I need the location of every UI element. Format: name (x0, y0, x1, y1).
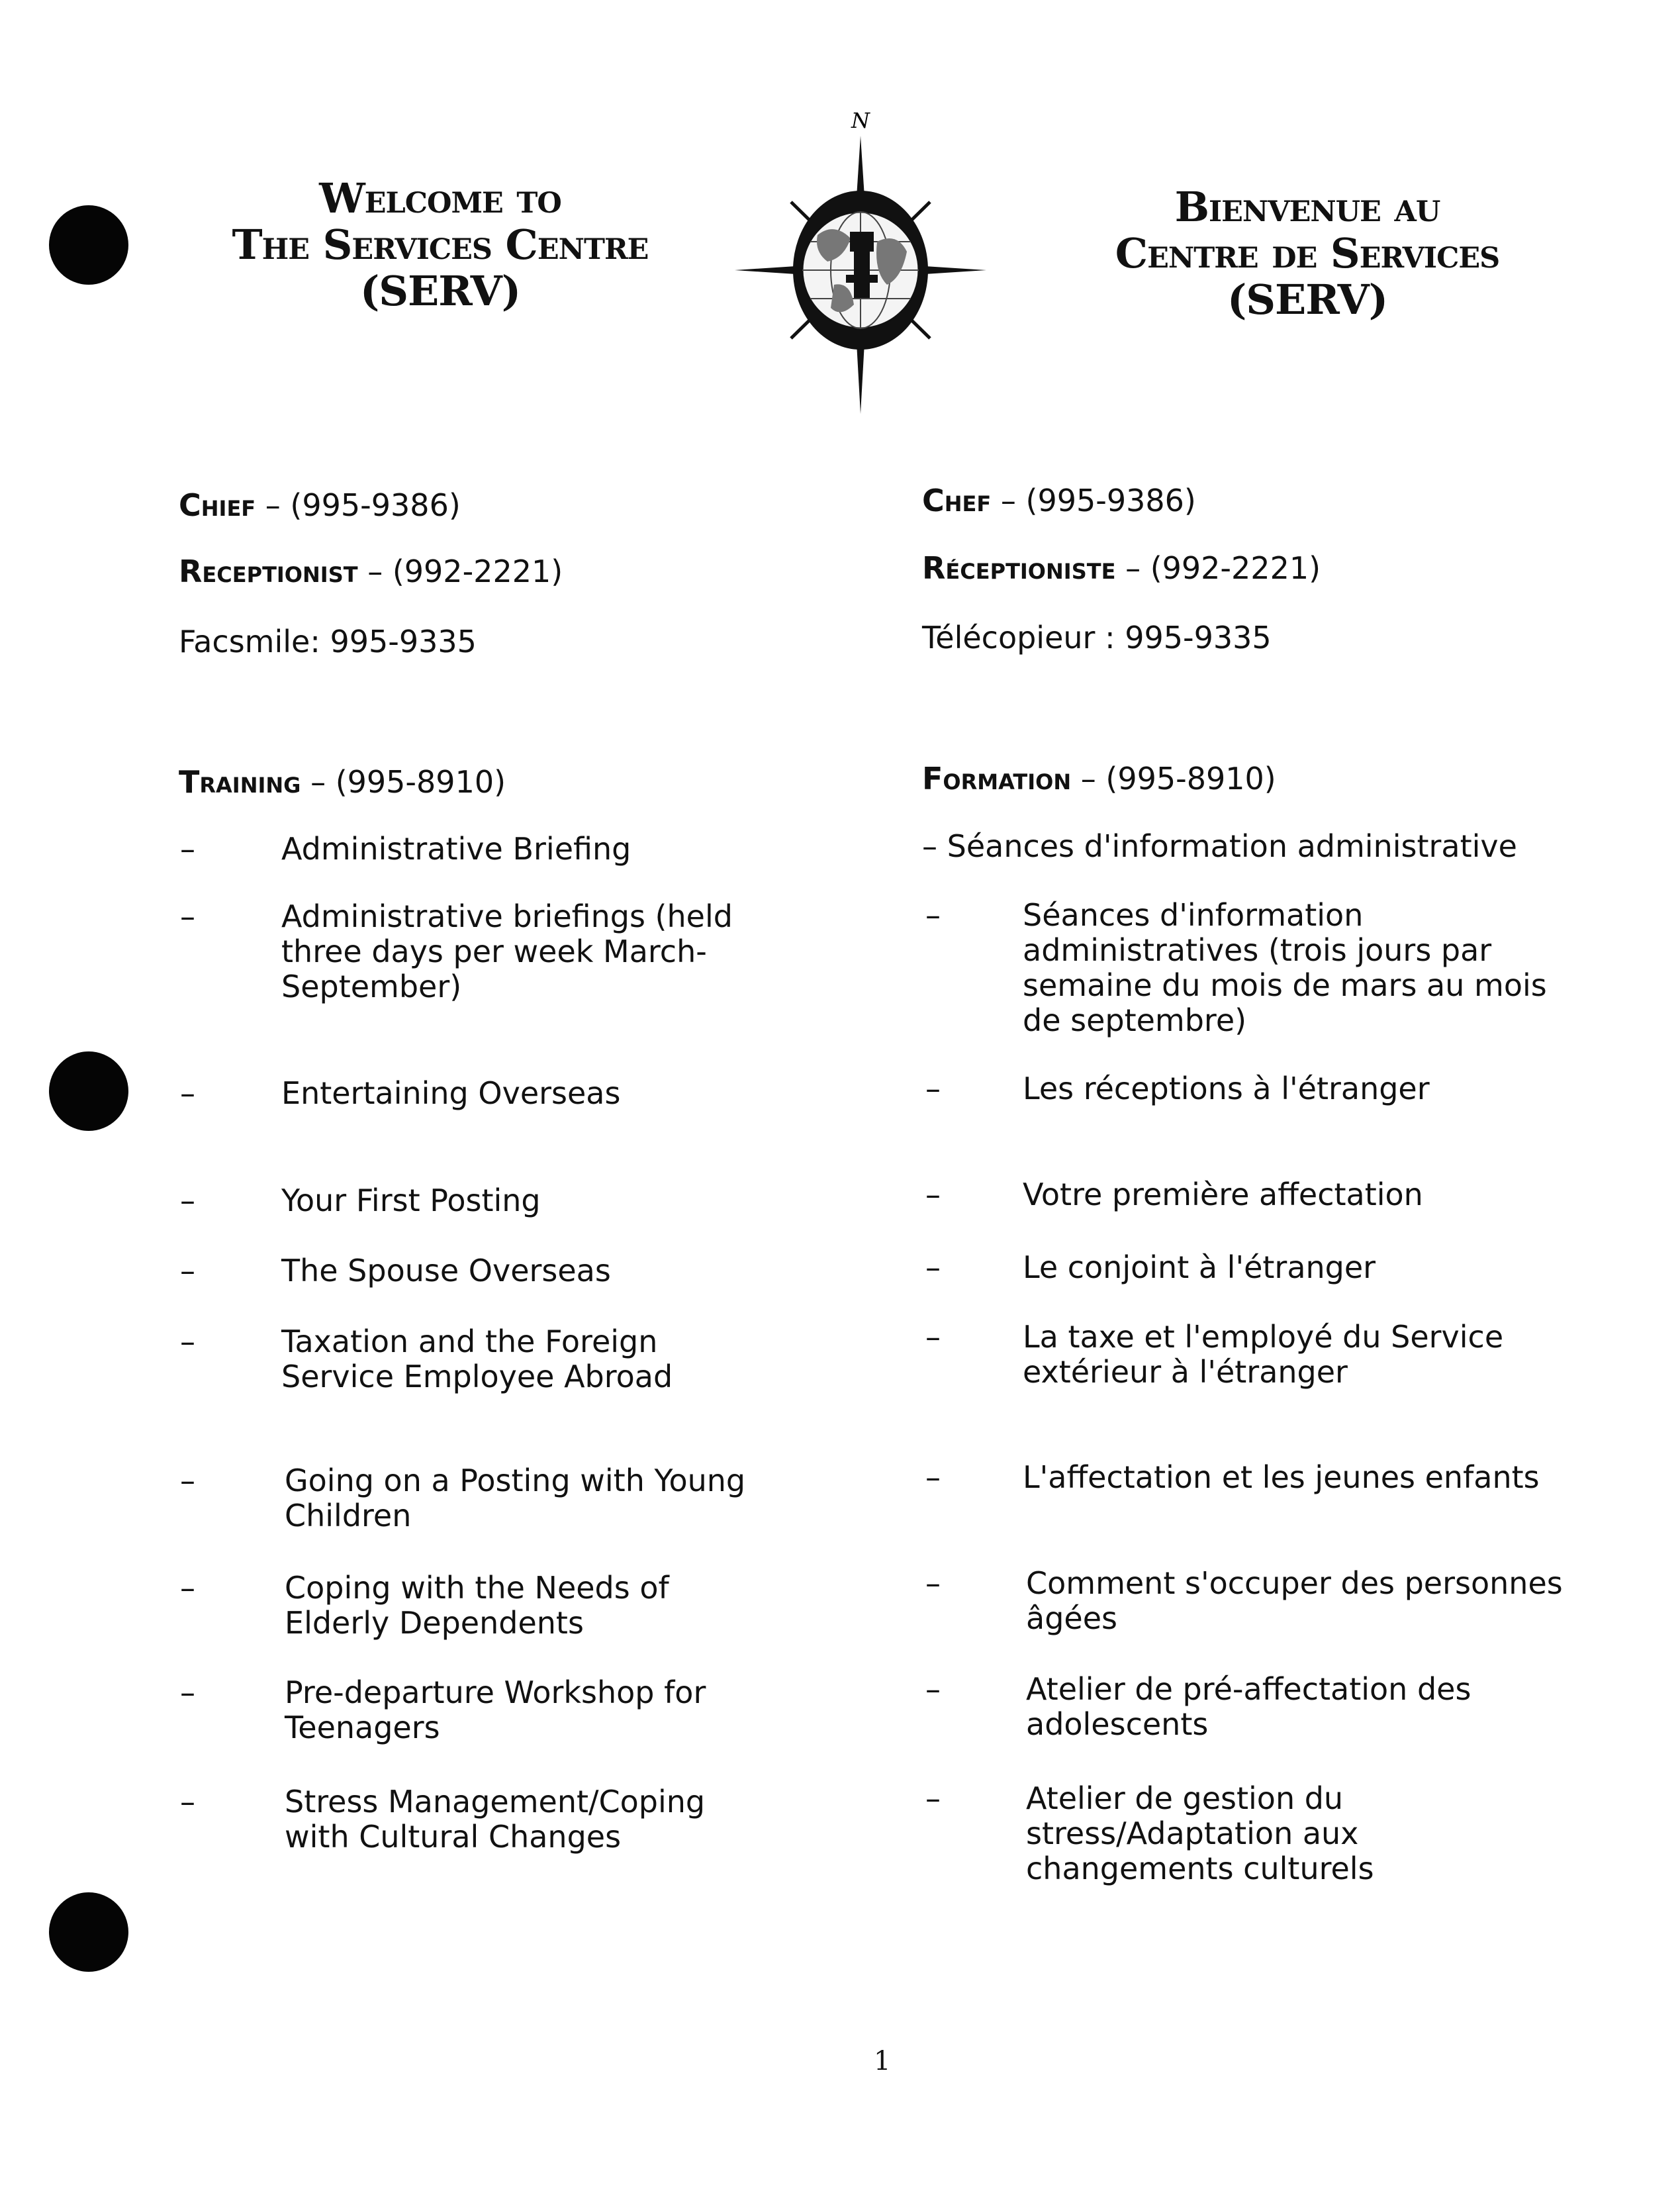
chief-phone: (995-9386) (290, 487, 461, 523)
list-bullet: – (925, 1319, 941, 1355)
list-item (285, 1675, 706, 1745)
list-item (1023, 898, 1547, 1038)
list-bullet: – (925, 1249, 941, 1285)
list-item-line: Séances d'information (1023, 897, 1364, 933)
formation-separator: – (1080, 761, 1096, 797)
list-item-line: Atelier de pré-affectation des (1026, 1671, 1471, 1707)
formation-phone: (995-8910) (1105, 761, 1276, 797)
list-item-line: Entertaining Overseas (281, 1075, 621, 1111)
list-item-line: Séances d'information administrative (947, 828, 1517, 864)
list-item-line: administratives (trois jours par (1023, 932, 1492, 968)
telecopieur-number: 995-9335 (1125, 620, 1272, 656)
list-item-line: Elderly Dependents (285, 1605, 584, 1641)
list-item-line: La taxe et l'employé du Service (1023, 1319, 1504, 1355)
telecopieur-label: Télécopieur : (922, 620, 1115, 656)
list-bullet: – (925, 1177, 941, 1212)
list-item-line: The Spouse Overseas (281, 1253, 611, 1288)
formation-heading (922, 761, 1276, 796)
list-bullet: – (925, 1671, 941, 1707)
receptionist-label: Receptionist (179, 554, 358, 589)
french-title-line-3: (SERV) (1227, 275, 1388, 324)
list-bullet: – (925, 1780, 941, 1816)
list-item-line: Taxation and the Foreign (281, 1324, 658, 1359)
list-item-line: September) (281, 969, 462, 1004)
list-item-line: Comment s'occuper des personnes (1026, 1565, 1563, 1601)
receptioniste-contact (922, 551, 1321, 585)
list-item-line: extérieur à l'étranger (1023, 1354, 1348, 1390)
list-item (285, 1784, 705, 1855)
list-bullet: – (925, 1071, 941, 1106)
compass-north-label: N (851, 109, 870, 133)
list-bullet: – (180, 1253, 195, 1288)
list-item-line: Children (285, 1498, 412, 1533)
list-item-line: Votre première affectation (1023, 1177, 1423, 1212)
french-title (1059, 184, 1556, 323)
receptioniste-separator: – (1125, 550, 1141, 586)
list-bullet: – (180, 1183, 195, 1218)
list-item-line: Service Employee Abroad (281, 1359, 673, 1394)
list-item-line: âgées (1026, 1600, 1117, 1636)
list-bullet: – (925, 1459, 941, 1495)
formation-label: Formation (922, 761, 1072, 797)
list-item (281, 832, 631, 867)
receptioniste-label: Réceptioniste (922, 550, 1116, 586)
receptioniste-phone: (992-2221) (1150, 550, 1321, 586)
list-item (1023, 1250, 1376, 1285)
list-bullet: – (180, 1784, 195, 1820)
list-bullet: – (180, 1570, 195, 1606)
fax-contact (179, 624, 477, 659)
training-heading (179, 765, 506, 799)
english-title-line-1: Welcome to (319, 174, 561, 222)
list-item (1023, 1177, 1423, 1212)
list-item-line: with Cultural Changes (285, 1819, 622, 1855)
list-item-line: semaine du mois de mars au mois (1023, 967, 1547, 1003)
binder-hole-middle (49, 1051, 128, 1131)
list-item (1023, 1071, 1430, 1106)
list-bullet: – (180, 1075, 195, 1111)
list-item (1023, 1320, 1503, 1390)
list-item-line: Going on a Posting with Young (285, 1463, 746, 1498)
english-title-line-2: The Services Centre (232, 220, 649, 269)
list-item-line: Pre-departure Workshop for (285, 1675, 706, 1710)
chef-phone: (995-9386) (1025, 483, 1196, 518)
list-bullet: – (922, 828, 937, 864)
list-item (1026, 1672, 1471, 1742)
list-item-line: Les réceptions à l'étranger (1023, 1071, 1430, 1106)
list-item-line: adolescents (1026, 1706, 1209, 1742)
list-item (1026, 1566, 1563, 1636)
list-item-line: de septembre) (1023, 1002, 1247, 1038)
chef-label: Chef (922, 483, 992, 518)
list-bullet: – (925, 897, 941, 933)
list-item-line: Teenagers (285, 1710, 440, 1745)
fax-label: Facsmile: (179, 624, 320, 659)
list-item-line: L'affectation et les jeunes enfants (1023, 1459, 1540, 1495)
chef-separator: – (1000, 483, 1016, 518)
list-item-line: Atelier de gestion du (1026, 1780, 1344, 1816)
list-item-line: stress/Adaptation aux (1026, 1816, 1359, 1851)
list-item (285, 1463, 745, 1533)
list-item-line: Administrative Briefing (281, 831, 631, 867)
french-title-line-1: Bienvenue au (1174, 183, 1440, 231)
training-phone: (995-8910) (335, 764, 506, 800)
telecopieur-contact (922, 620, 1272, 655)
list-item-line: Administrative briefings (held (281, 898, 733, 934)
list-item (922, 829, 1517, 863)
page-number: 1 (874, 2046, 891, 2076)
list-item-line: changements culturels (1026, 1851, 1374, 1886)
list-bullet: – (925, 1565, 941, 1601)
receptionist-separator: – (367, 554, 383, 589)
list-item (285, 1571, 669, 1641)
list-item-line: three days per week March- (281, 934, 707, 969)
list-item (281, 1076, 620, 1111)
chef-contact (922, 483, 1196, 518)
compass-globe-logo (728, 109, 993, 420)
list-item-line: Stress Management/Coping (285, 1784, 706, 1820)
list-item (281, 1253, 611, 1288)
list-bullet: – (180, 1324, 195, 1359)
list-item (1023, 1460, 1540, 1495)
receptionist-contact (179, 554, 563, 589)
fax-number: 995-9335 (330, 624, 477, 659)
receptionist-phone: (992-2221) (392, 554, 563, 589)
binder-hole-bottom (49, 1892, 128, 1972)
chief-label: Chief (179, 487, 256, 523)
chief-separator: – (265, 487, 281, 523)
english-title (199, 175, 682, 315)
list-bullet: – (180, 831, 195, 867)
list-item-line: Coping with the Needs of (285, 1570, 669, 1606)
list-item-line: Your First Posting (281, 1183, 541, 1218)
list-bullet: – (180, 1463, 195, 1498)
list-item (281, 1324, 673, 1394)
list-item (281, 1183, 541, 1218)
list-item-line: Le conjoint à l'étranger (1023, 1249, 1376, 1285)
french-title-line-2: Centre de Services (1115, 229, 1500, 277)
list-item (281, 899, 733, 1004)
list-bullet: – (180, 1675, 195, 1710)
chief-contact (179, 488, 461, 522)
list-item (1026, 1781, 1374, 1886)
list-bullet: – (180, 898, 195, 934)
training-separator: – (310, 764, 326, 800)
binder-hole-top (49, 205, 128, 285)
training-label: Training (179, 764, 301, 800)
english-title-line-3: (SERV) (359, 267, 521, 315)
